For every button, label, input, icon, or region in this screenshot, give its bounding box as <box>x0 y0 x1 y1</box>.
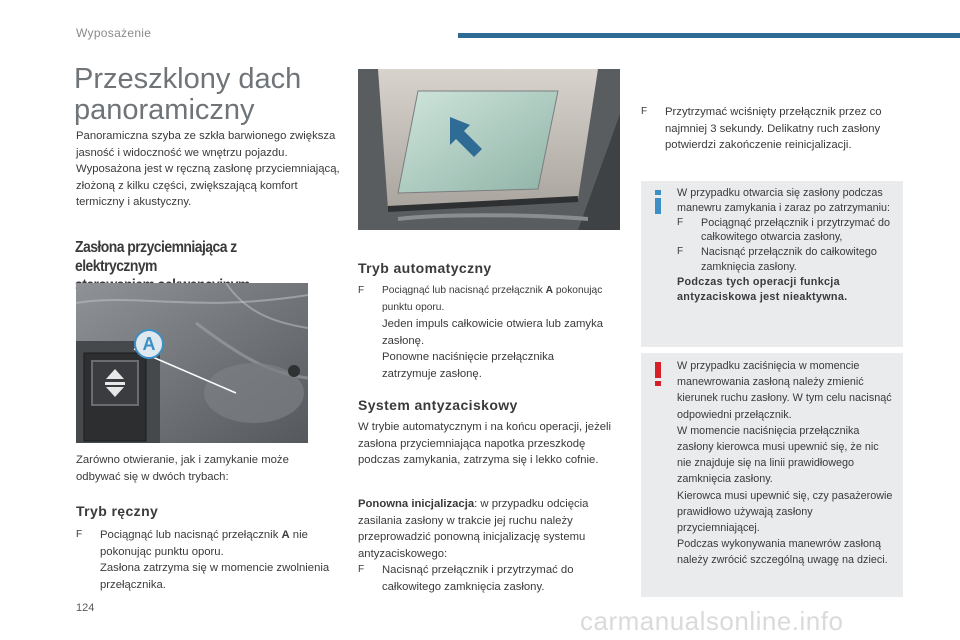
manual-mode-heading: Tryb ręczny <box>76 503 159 519</box>
page-number: 124 <box>76 602 95 614</box>
info-note: Podczas tych operacji funkcja antyzaciskowa jest nieaktywna. <box>677 275 848 303</box>
title-line-1: Przeszklony dach <box>74 63 302 95</box>
reinit-step: Nacisnąć przełącznik i przytrzymać do całkowitego zamknięcia zasłony. <box>382 564 574 593</box>
auto-step-post: pokonując punktu oporu. <box>382 285 603 313</box>
roof-drawing <box>358 69 620 230</box>
reinit-hold-step: Przytrzymać wciśnięty przełącznik przez co najmniej 3 sekundy. Delikatny ruch zasłony potwierdzi zakończenie reinicjalizacji. <box>665 106 882 151</box>
watermark: carmanualsonline.info <box>580 606 844 636</box>
info-intro: W przypadku otwarcia się zasłony podczas manewru zamykania i zaraz po zatrzymaniu: <box>677 187 891 214</box>
reinit-text <box>358 496 620 562</box>
section-label: Wyposażenie <box>76 26 152 40</box>
warning-icon <box>651 361 665 387</box>
manual-mode-steps <box>76 527 342 593</box>
roof-illustration <box>358 69 620 230</box>
bullet-icon: F <box>358 285 365 296</box>
intro-paragraph-1: Panoramiczna szyba ze szkła barwionego zwiększa jasność i widoczność we wnętrzu pojazdu. <box>76 130 336 159</box>
auto-step-detail-2: Ponowne naciśnięcie przełącznika zatrzymuje zasłonę. <box>382 351 555 380</box>
callout-a-badge: A <box>134 329 164 359</box>
bullet-icon: F <box>76 529 83 540</box>
bullet-icon: F <box>641 106 648 117</box>
reinit-steps <box>358 562 620 595</box>
auto-step-detail-1: Jeden impuls całkowicie otwiera lub zamyka zasłonę. <box>382 318 604 347</box>
reinit-steps-continued <box>641 104 901 154</box>
list-item <box>677 245 893 275</box>
reinit-body: : w przypadku odcięcia zasilania zasłony w trakcie jej ruchu należy przeprowadzić ponowną inicjalizację systemu antyzaciskowego: <box>358 498 589 560</box>
header-rule <box>458 33 960 38</box>
manual-step-result: Zasłona zatrzyma się w momencie zwolnienia przełącznika. <box>100 562 330 591</box>
intro-text <box>76 128 344 211</box>
modes-intro: Zarówno otwieranie, jak i zamykanie może odbywać się w dwóch trybach: <box>76 454 289 483</box>
switch-illustration <box>76 283 308 443</box>
warning-paragraph-2: W momencie naciśnięcia przełącznika zasłony kierowca musi upewnić się, że nic nie znajduje się na linii prawidłowego zamknięcia zasłony. <box>677 424 879 486</box>
auto-mode-steps <box>358 283 608 382</box>
list-item <box>358 283 608 316</box>
antipinch-text: W trybie automatycznym i na końcu operacji, jeżeli zasłona przyciemniająca napotka przeszkodę podczas zamykania, zatrzyma się i lekko cofnie. <box>358 421 612 466</box>
warning-paragraph-1: W przypadku zaciśnięcia w momencie manewrowania zasłoną należy zmienić kierunek ruchu zasłony. W tym celu nacisnąć odpowiedni przełącznik. <box>677 360 892 421</box>
list-item <box>641 104 901 154</box>
subsection-line-1: Zasłona przyciemniająca z elektrycznym <box>75 239 237 275</box>
auto-step-pre: Pociągnąć lub nacisnąć przełącznik <box>382 285 546 296</box>
manual-step-post: nie pokonując punktu oporu. <box>100 529 308 558</box>
switch-key: A <box>545 285 554 296</box>
info-bullet-2: Nacisnąć przełącznik do całkowitego zamknięcia zasłony. <box>701 246 877 273</box>
warning-paragraph-4: Podczas wykonywania manewrów zasłoną należy zwrócić szczególną uwagę na dzieci. <box>677 538 888 567</box>
bullet-icon: F <box>677 246 684 258</box>
switch-drawing <box>76 283 308 443</box>
manual-step-pre: Pociągnąć lub nacisnąć przełącznik <box>100 529 282 541</box>
title-line-2: panoramiczny <box>74 94 255 126</box>
intro-paragraph-2: Wyposażona jest w ręczną zasłonę przyciemniającą, złożoną z kilku części, zwiększającą komfort termiczny i akustyczny. <box>76 163 340 208</box>
switch-key: A <box>281 529 290 541</box>
info-box <box>641 181 903 347</box>
antipinch-heading: System antyzaciskowy <box>358 397 518 413</box>
info-bullet-1: Pociągnąć przełącznik i przytrzymać do całkowitego otwarcia zasłony, <box>701 216 891 244</box>
auto-mode-heading: Tryb automatyczny <box>358 260 492 276</box>
info-icon <box>651 189 665 215</box>
list-item <box>677 216 893 246</box>
page-title <box>74 64 344 126</box>
warning-box <box>641 353 903 597</box>
reinit-label: Ponowna inicjalizacja <box>358 498 475 510</box>
list-item <box>358 562 620 595</box>
list-item <box>76 527 342 593</box>
warning-paragraph-3: Kierowca musi upewnić się, czy pasażerowie prawidłowo używają zasłony przyciemniającej. <box>677 489 893 535</box>
bullet-icon: F <box>358 564 365 575</box>
bullet-icon: F <box>677 216 684 228</box>
